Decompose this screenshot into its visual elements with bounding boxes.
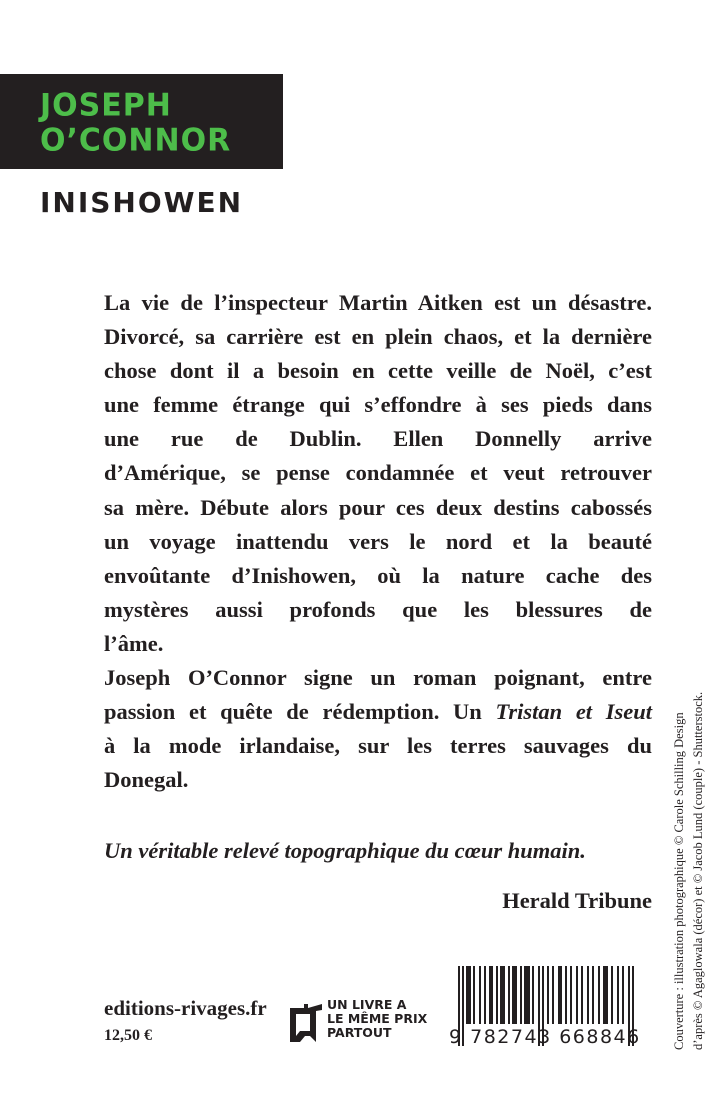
blurb-line: à la mode irlandaise, sur les terres sauvages du [104,733,652,759]
italic-title: Tristan et Iseut [495,699,652,725]
press-quote: Un véritable relevé topographique du cœur humain. [104,838,586,863]
price: 12,50 € [104,1027,152,1044]
blurb-line: une femme étrange qui s’effondre à ses pieds dans [104,392,652,418]
blurb-line: un voyage inattendu vers le nord et la beauté [104,528,652,554]
quote-source: Herald Tribune [502,888,652,913]
blurb [104,286,652,797]
prix-unique-logo-icon [288,1000,324,1044]
blurb-line: La vie de l’inspecteur Martin Aitken est un désastre. [104,290,652,315]
blurb-line: sa mère. Débute alors pour ces deux destins cabossés [104,494,652,520]
publisher-website: editions-rivages.fr [104,996,267,1020]
author-first-name: JOSEPH [40,87,172,124]
blurb-line: Divorcé, sa carrière est en plein chaos, et la dernière [104,324,652,350]
credits-line-1: Couverture : illustration photographique © Carole Schilling Design [672,712,686,1050]
prix-line-1: UN LIVRE A [327,997,407,1012]
author-box [0,74,283,169]
prix-line-3: PARTOUT [327,1025,392,1040]
blurb-line: une rue de Dublin. Ellen Donnelly arrive [104,426,652,452]
blurb-line: mystères aussi profonds que les blessures de [104,596,652,622]
blurb-text: passion et quête de rédemption. Un [104,699,496,725]
blurb-line: envoûtante d’Inishowen, où la nature cache des [104,562,652,588]
blurb-line: d’Amérique, se pense condamnée et veut retrouver [104,460,652,486]
blurb-line: chose dont il a besoin en cette veille de Noël, c’est [104,358,652,384]
blurb-line: Joseph O’Connor signe un roman poignant, entre [104,665,652,691]
blurb-line-with-italic [104,695,652,729]
author-last-name: O’CONNOR [40,122,232,159]
blurb-line: l’âme. [104,630,164,656]
credits-line-2: d’après © Agaglowala (décor) et © Jacob Lund (couple) - Shutterstock. [691,691,705,1050]
prix-unique-text [327,998,427,1040]
isbn-number: 9 782743 668846 [449,1026,641,1048]
blurb-line: Donegal. [104,767,189,793]
cover-credits [670,692,708,1050]
prix-line-2: LE MÊME PRIX [327,1011,428,1026]
book-title: INISHOWEN [40,186,244,219]
